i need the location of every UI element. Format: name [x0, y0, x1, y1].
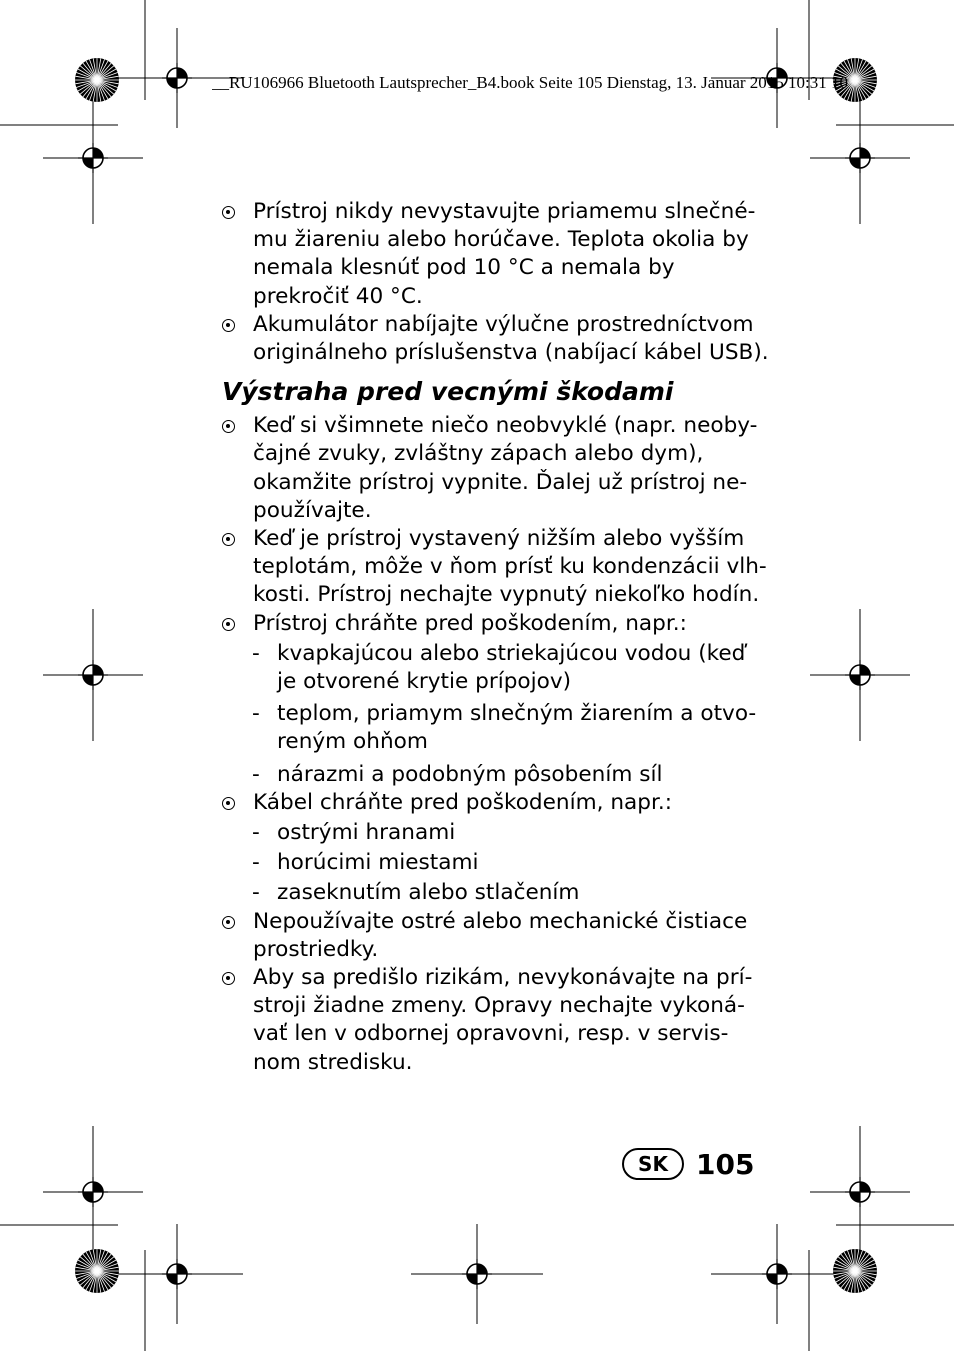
registration-target-icon: [762, 1259, 792, 1289]
dash-marker: -: [252, 640, 260, 666]
bullet-icon: [222, 916, 235, 929]
bullet-icon: [222, 533, 235, 546]
list-item: Keď si všimnete niečo neobvyklé (napr. neoby- čajné zvuky, zvláštny zápach alebo dym), okamžite prístroj vypnite. Ďalej už prístroj ne- používajte.: [222, 412, 762, 525]
bullet-icon: [222, 319, 235, 332]
dash-marker: -: [252, 701, 260, 727]
list-item: Keď je prístroj vystavený nižším alebo vyšším teplotám, môže v ňom prísť ku kondenzácii vlh- kosti. Prístroj nechajte vypnutý niekoľko hodín.: [222, 525, 762, 610]
list-item: Prístroj nikdy nevystavujte priamemu slnečné- mu žiareniu alebo horúčave. Teplota okolia by nemala klesnúť pod 10 °C a nemala by prekročiť 40 °C.: [222, 198, 762, 311]
page-content: [222, 198, 769, 1077]
registration-target-icon: [845, 1177, 875, 1207]
registration-target-icon: [78, 660, 108, 690]
dash-marker: -: [252, 820, 260, 846]
print-header-slug: __RU106966 Bluetooth Lautsprecher_B4.book Seite 105 Dienstag, 13. Januar 2015 10:31 10: [212, 73, 848, 92]
list-item: Prístroj chráňte pred poškodením, napr.:: [222, 610, 762, 638]
bullet-icon: [222, 420, 235, 433]
sub-list-item: - teplom, priamym slnečným žiarením a otvo- reným ohňom: [252, 701, 757, 755]
list1: [222, 198, 769, 367]
registration-target-icon: [462, 1259, 492, 1289]
sub-list-item: - ostrými hranami: [222, 819, 762, 847]
list-item: Akumulátor nabíjajte výlučne prostredníctvom originálneho príslušenstva (nabíjací kábel USB).: [222, 311, 762, 367]
registration-starburst-icon: [75, 58, 119, 102]
dash-marker: -: [252, 850, 260, 876]
bullet-icon: [222, 972, 235, 985]
registration-target-icon: [162, 63, 192, 93]
registration-target-icon: [78, 143, 108, 173]
bullet-icon: [222, 797, 235, 810]
registration-target-icon: [845, 660, 875, 690]
list-item: Nepoužívajte ostré alebo mechanické čistiace prostriedky.: [222, 908, 762, 964]
sub-list-item: - nárazmi a podobným pôsobením síl: [222, 761, 762, 789]
page-footer: [622, 1146, 754, 1182]
language-badge: SK: [622, 1148, 684, 1180]
registration-target-icon: [78, 1177, 108, 1207]
sub-list-item: - horúcimi miestami: [222, 849, 762, 877]
list2: [222, 412, 767, 1077]
bullet-icon: [222, 206, 235, 219]
sub-list-item: - zaseknutím alebo stlačením: [222, 879, 762, 907]
bullet-icon: [222, 618, 235, 631]
list-item: Kábel chráňte pred poškodením, napr.:: [222, 789, 762, 817]
registration-target-icon: [162, 1259, 192, 1289]
page-number: 105: [696, 1147, 755, 1181]
sub-list-item: - kvapkajúcou alebo striekajúcou vodou (keď je otvorené krytie prípojov): [252, 640, 746, 695]
registration-target-icon: [845, 143, 875, 173]
dash-marker: -: [252, 880, 260, 906]
list-item: Aby sa predišlo rizikám, nevykonávajte na prí- stroji žiadne zmeny. Opravy nechajte vykoná- vať len v odbornej opravovni, resp. v servis- nom stredisku.: [222, 964, 762, 1077]
registration-starburst-icon: [75, 1249, 119, 1293]
section-heading: Výstraha pred vecnými škodami: [222, 377, 674, 407]
dash-marker: -: [252, 761, 260, 787]
registration-starburst-icon: [833, 1249, 877, 1293]
